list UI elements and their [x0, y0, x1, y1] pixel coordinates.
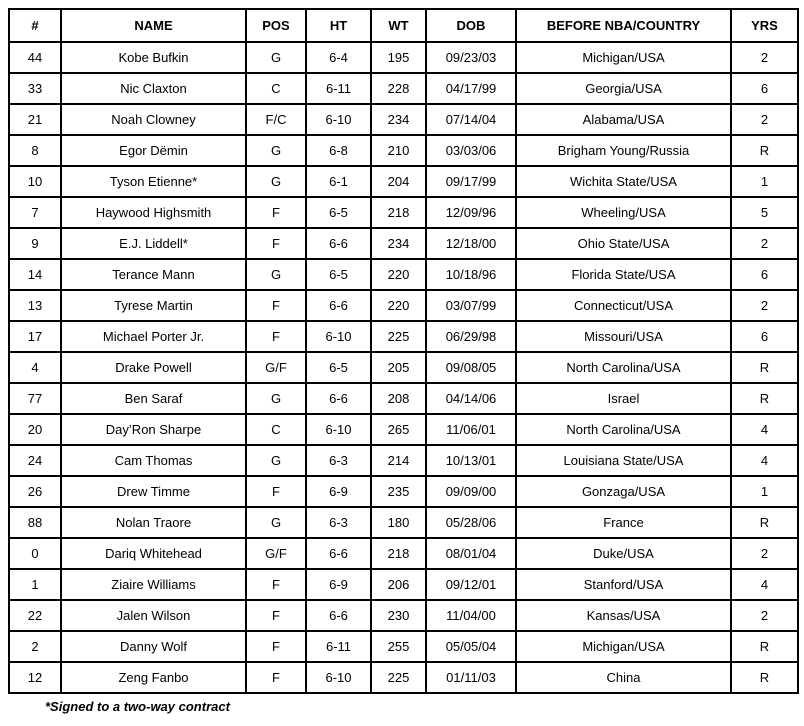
cell-number: 4: [9, 352, 61, 383]
cell-yrs: 1: [731, 166, 798, 197]
cell-before-nba-country: Brigham Young/Russia: [516, 135, 731, 166]
cell-yrs: 4: [731, 569, 798, 600]
cell-ht: 6-6: [306, 538, 371, 569]
cell-pos: G: [246, 507, 306, 538]
cell-dob: 10/13/01: [426, 445, 516, 476]
cell-before-nba-country: Gonzaga/USA: [516, 476, 731, 507]
table-row: [9, 135, 798, 166]
cell-yrs: R: [731, 383, 798, 414]
cell-name: Day’Ron Sharpe: [61, 414, 246, 445]
cell-number: 12: [9, 662, 61, 693]
cell-ht: 6-4: [306, 42, 371, 73]
cell-wt: 230: [371, 600, 426, 631]
cell-yrs: 2: [731, 538, 798, 569]
column-header-dob: DOB: [426, 9, 516, 42]
cell-wt: 208: [371, 383, 426, 414]
cell-name: Ben Saraf: [61, 383, 246, 414]
header-row: [9, 9, 798, 42]
cell-name: Dariq Whitehead: [61, 538, 246, 569]
cell-ht: 6-5: [306, 259, 371, 290]
cell-dob: 09/12/01: [426, 569, 516, 600]
cell-name: Michael Porter Jr.: [61, 321, 246, 352]
cell-dob: 11/04/00: [426, 600, 516, 631]
table-row: [9, 445, 798, 476]
cell-pos: F: [246, 569, 306, 600]
cell-dob: 07/14/04: [426, 104, 516, 135]
table-row: [9, 290, 798, 321]
table-row: [9, 507, 798, 538]
table-row: [9, 631, 798, 662]
cell-number: 88: [9, 507, 61, 538]
table-row: [9, 104, 798, 135]
table-row: [9, 228, 798, 259]
cell-ht: 6-10: [306, 662, 371, 693]
cell-before-nba-country: Kansas/USA: [516, 600, 731, 631]
cell-yrs: 6: [731, 73, 798, 104]
two-way-contract-footnote: *Signed to a two-way contract: [45, 699, 230, 714]
table-row: [9, 197, 798, 228]
cell-yrs: R: [731, 662, 798, 693]
cell-pos: G/F: [246, 352, 306, 383]
cell-name: Noah Clowney: [61, 104, 246, 135]
cell-pos: F/C: [246, 104, 306, 135]
table-row: [9, 383, 798, 414]
cell-ht: 6-9: [306, 476, 371, 507]
cell-yrs: 2: [731, 600, 798, 631]
cell-yrs: 1: [731, 476, 798, 507]
cell-pos: G: [246, 135, 306, 166]
cell-name: Egor Dëmin: [61, 135, 246, 166]
cell-pos: C: [246, 414, 306, 445]
cell-wt: 220: [371, 259, 426, 290]
cell-number: 21: [9, 104, 61, 135]
table-row: [9, 569, 798, 600]
cell-ht: 6-10: [306, 321, 371, 352]
cell-yrs: 2: [731, 104, 798, 135]
cell-before-nba-country: Alabama/USA: [516, 104, 731, 135]
cell-ht: 6-10: [306, 104, 371, 135]
cell-name: Tyson Etienne*: [61, 166, 246, 197]
cell-ht: 6-5: [306, 197, 371, 228]
roster-table: [8, 8, 799, 694]
cell-pos: F: [246, 662, 306, 693]
cell-yrs: 4: [731, 414, 798, 445]
cell-dob: 09/23/03: [426, 42, 516, 73]
cell-wt: 235: [371, 476, 426, 507]
table-body: [9, 42, 798, 693]
cell-number: 9: [9, 228, 61, 259]
cell-pos: G/F: [246, 538, 306, 569]
cell-pos: F: [246, 228, 306, 259]
cell-before-nba-country: Florida State/USA: [516, 259, 731, 290]
cell-yrs: 2: [731, 290, 798, 321]
cell-wt: 214: [371, 445, 426, 476]
cell-number: 22: [9, 600, 61, 631]
cell-dob: 03/07/99: [426, 290, 516, 321]
cell-dob: 09/09/00: [426, 476, 516, 507]
cell-yrs: 2: [731, 228, 798, 259]
cell-wt: 225: [371, 662, 426, 693]
cell-name: Drew Timme: [61, 476, 246, 507]
column-header-wt: WT: [371, 9, 426, 42]
cell-name: Danny Wolf: [61, 631, 246, 662]
cell-yrs: 4: [731, 445, 798, 476]
cell-ht: 6-9: [306, 569, 371, 600]
cell-yrs: R: [731, 507, 798, 538]
cell-ht: 6-6: [306, 228, 371, 259]
cell-dob: 03/03/06: [426, 135, 516, 166]
cell-name: Terance Mann: [61, 259, 246, 290]
cell-wt: 255: [371, 631, 426, 662]
cell-yrs: 5: [731, 197, 798, 228]
cell-dob: 10/18/96: [426, 259, 516, 290]
table-row: [9, 600, 798, 631]
cell-before-nba-country: Michigan/USA: [516, 42, 731, 73]
cell-before-nba-country: Louisiana State/USA: [516, 445, 731, 476]
column-header-ht: HT: [306, 9, 371, 42]
cell-number: 10: [9, 166, 61, 197]
cell-before-nba-country: Georgia/USA: [516, 73, 731, 104]
table-row: [9, 476, 798, 507]
cell-dob: 09/08/05: [426, 352, 516, 383]
table-row: [9, 538, 798, 569]
cell-before-nba-country: North Carolina/USA: [516, 352, 731, 383]
cell-name: Haywood Highsmith: [61, 197, 246, 228]
cell-ht: 6-11: [306, 631, 371, 662]
cell-number: 0: [9, 538, 61, 569]
cell-number: 14: [9, 259, 61, 290]
cell-pos: G: [246, 166, 306, 197]
column-header-name: NAME: [61, 9, 246, 42]
cell-wt: 225: [371, 321, 426, 352]
cell-dob: 09/17/99: [426, 166, 516, 197]
cell-ht: 6-6: [306, 290, 371, 321]
cell-name: Tyrese Martin: [61, 290, 246, 321]
cell-name: Zeng Fanbo: [61, 662, 246, 693]
cell-pos: G: [246, 383, 306, 414]
cell-wt: 220: [371, 290, 426, 321]
cell-pos: C: [246, 73, 306, 104]
table-row: [9, 259, 798, 290]
table-row: [9, 166, 798, 197]
cell-name: Cam Thomas: [61, 445, 246, 476]
cell-before-nba-country: North Carolina/USA: [516, 414, 731, 445]
cell-dob: 11/06/01: [426, 414, 516, 445]
cell-dob: 04/17/99: [426, 73, 516, 104]
cell-wt: 218: [371, 538, 426, 569]
cell-yrs: R: [731, 135, 798, 166]
cell-ht: 6-10: [306, 414, 371, 445]
cell-ht: 6-5: [306, 352, 371, 383]
cell-wt: 180: [371, 507, 426, 538]
cell-wt: 195: [371, 42, 426, 73]
cell-before-nba-country: Ohio State/USA: [516, 228, 731, 259]
cell-name: Ziaire Williams: [61, 569, 246, 600]
table-row: [9, 414, 798, 445]
cell-before-nba-country: Duke/USA: [516, 538, 731, 569]
cell-pos: G: [246, 445, 306, 476]
cell-before-nba-country: Michigan/USA: [516, 631, 731, 662]
table-row: [9, 352, 798, 383]
cell-number: 7: [9, 197, 61, 228]
cell-ht: 6-6: [306, 383, 371, 414]
column-header-before-nba-country: BEFORE NBA/COUNTRY: [516, 9, 731, 42]
cell-name: E.J. Liddell*: [61, 228, 246, 259]
column-header-pos: POS: [246, 9, 306, 42]
cell-wt: 205: [371, 352, 426, 383]
cell-dob: 04/14/06: [426, 383, 516, 414]
cell-ht: 6-3: [306, 445, 371, 476]
cell-number: 26: [9, 476, 61, 507]
cell-name: Kobe Bufkin: [61, 42, 246, 73]
cell-before-nba-country: Israel: [516, 383, 731, 414]
cell-before-nba-country: Connecticut/USA: [516, 290, 731, 321]
cell-wt: 265: [371, 414, 426, 445]
cell-number: 1: [9, 569, 61, 600]
cell-pos: F: [246, 290, 306, 321]
table-row: [9, 42, 798, 73]
table-row: [9, 662, 798, 693]
cell-dob: 01/11/03: [426, 662, 516, 693]
cell-pos: G: [246, 42, 306, 73]
cell-ht: 6-8: [306, 135, 371, 166]
cell-dob: 05/05/04: [426, 631, 516, 662]
cell-yrs: R: [731, 352, 798, 383]
cell-wt: 210: [371, 135, 426, 166]
cell-before-nba-country: France: [516, 507, 731, 538]
cell-number: 13: [9, 290, 61, 321]
cell-number: 77: [9, 383, 61, 414]
cell-dob: 06/29/98: [426, 321, 516, 352]
cell-dob: 12/09/96: [426, 197, 516, 228]
cell-pos: F: [246, 631, 306, 662]
cell-wt: 206: [371, 569, 426, 600]
table-row: [9, 321, 798, 352]
cell-number: 2: [9, 631, 61, 662]
cell-number: 24: [9, 445, 61, 476]
cell-yrs: R: [731, 631, 798, 662]
cell-wt: 218: [371, 197, 426, 228]
cell-ht: 6-6: [306, 600, 371, 631]
cell-before-nba-country: China: [516, 662, 731, 693]
cell-dob: 08/01/04: [426, 538, 516, 569]
cell-before-nba-country: Wheeling/USA: [516, 197, 731, 228]
cell-yrs: 6: [731, 321, 798, 352]
cell-before-nba-country: Stanford/USA: [516, 569, 731, 600]
cell-before-nba-country: Wichita State/USA: [516, 166, 731, 197]
cell-name: Nic Claxton: [61, 73, 246, 104]
cell-ht: 6-11: [306, 73, 371, 104]
cell-wt: 204: [371, 166, 426, 197]
column-header-number: #: [9, 9, 61, 42]
cell-pos: F: [246, 197, 306, 228]
cell-name: Drake Powell: [61, 352, 246, 383]
cell-ht: 6-1: [306, 166, 371, 197]
table-row: [9, 73, 798, 104]
cell-number: 20: [9, 414, 61, 445]
cell-yrs: 2: [731, 42, 798, 73]
cell-pos: F: [246, 600, 306, 631]
cell-wt: 228: [371, 73, 426, 104]
column-header-yrs: YRS: [731, 9, 798, 42]
cell-name: Nolan Traore: [61, 507, 246, 538]
cell-pos: G: [246, 259, 306, 290]
cell-ht: 6-3: [306, 507, 371, 538]
cell-dob: 12/18/00: [426, 228, 516, 259]
cell-number: 17: [9, 321, 61, 352]
cell-pos: F: [246, 321, 306, 352]
cell-pos: F: [246, 476, 306, 507]
cell-dob: 05/28/06: [426, 507, 516, 538]
cell-number: 8: [9, 135, 61, 166]
cell-name: Jalen Wilson: [61, 600, 246, 631]
cell-number: 33: [9, 73, 61, 104]
cell-before-nba-country: Missouri/USA: [516, 321, 731, 352]
cell-wt: 234: [371, 228, 426, 259]
cell-wt: 234: [371, 104, 426, 135]
cell-number: 44: [9, 42, 61, 73]
cell-yrs: 6: [731, 259, 798, 290]
table-header: [9, 9, 798, 42]
